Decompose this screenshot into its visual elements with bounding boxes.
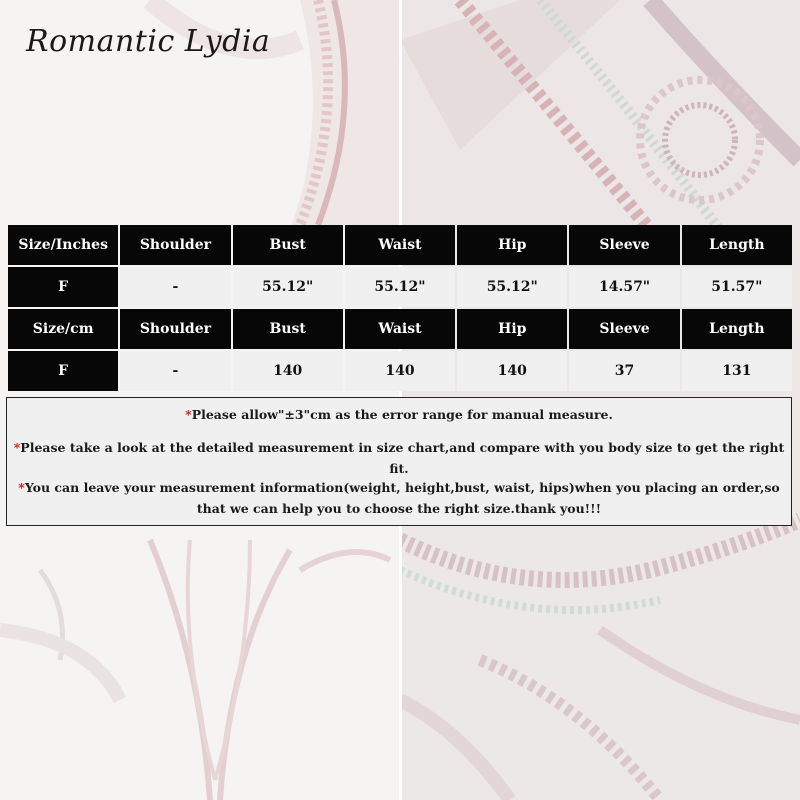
cm-value-sleeve: 37 [569,351,679,391]
inch-header-sleeve: Sleeve [569,225,679,265]
cm-header-shoulder: Shoulder [120,309,230,349]
inch-value-length: 51.57" [682,267,792,307]
inch-header-hip: Hip [457,225,567,265]
inch-header-waist: Waist [345,225,455,265]
cm-value-row [8,351,792,391]
inch-header-row [8,225,792,265]
cm-value-waist: 140 [345,351,455,391]
inch-header-shoulder: Shoulder [120,225,230,265]
inch-value-sleeve: 14.57" [569,267,679,307]
note-size-chart [11,437,787,479]
inch-value-shoulder: - [120,267,230,307]
note-star: * [185,407,192,422]
cm-value-shoulder: - [120,351,230,391]
note-measurement-info-text: You can leave your measurement information(weight, height,bust, waist, hips)when you placing an order,so that we can help you to choose the right size.thank you!!! [24,480,780,516]
cm-header-waist: Waist [345,309,455,349]
note-error-range-text: Please allow"±3"cm as the error range for manual measure. [191,407,613,422]
brand-logo: Romantic Lydia [26,24,271,59]
note-measurement-info [11,477,787,519]
inch-value-bust: 55.12" [233,267,343,307]
inch-value-waist: 55.12" [345,267,455,307]
note-size-chart-text: Please take a look at the detailed measurement in size chart,and compare with you body size to get the right fit. [20,440,785,476]
cm-value-bust: 140 [233,351,343,391]
cm-header-sleeve: Sleeve [569,309,679,349]
cm-value-length: 131 [682,351,792,391]
cm-header-row [8,309,792,349]
cm-value-hip: 140 [457,351,567,391]
note-error-range [11,404,787,425]
size-chart-table [6,223,794,393]
note-star: * [13,440,21,455]
inch-value-hip: 55.12" [457,267,567,307]
cm-header-size: Size/cm [8,309,118,349]
cm-header-length: Length [682,309,792,349]
cm-header-hip: Hip [457,309,567,349]
inch-value-row [8,267,792,307]
inch-header-length: Length [682,225,792,265]
inch-header-bust: Bust [233,225,343,265]
inch-header-size: Size/Inches [8,225,118,265]
note-star: * [18,480,25,495]
inch-value-size: F [8,267,118,307]
cm-value-size: F [8,351,118,391]
measurement-notes [6,397,792,526]
cm-header-bust: Bust [233,309,343,349]
